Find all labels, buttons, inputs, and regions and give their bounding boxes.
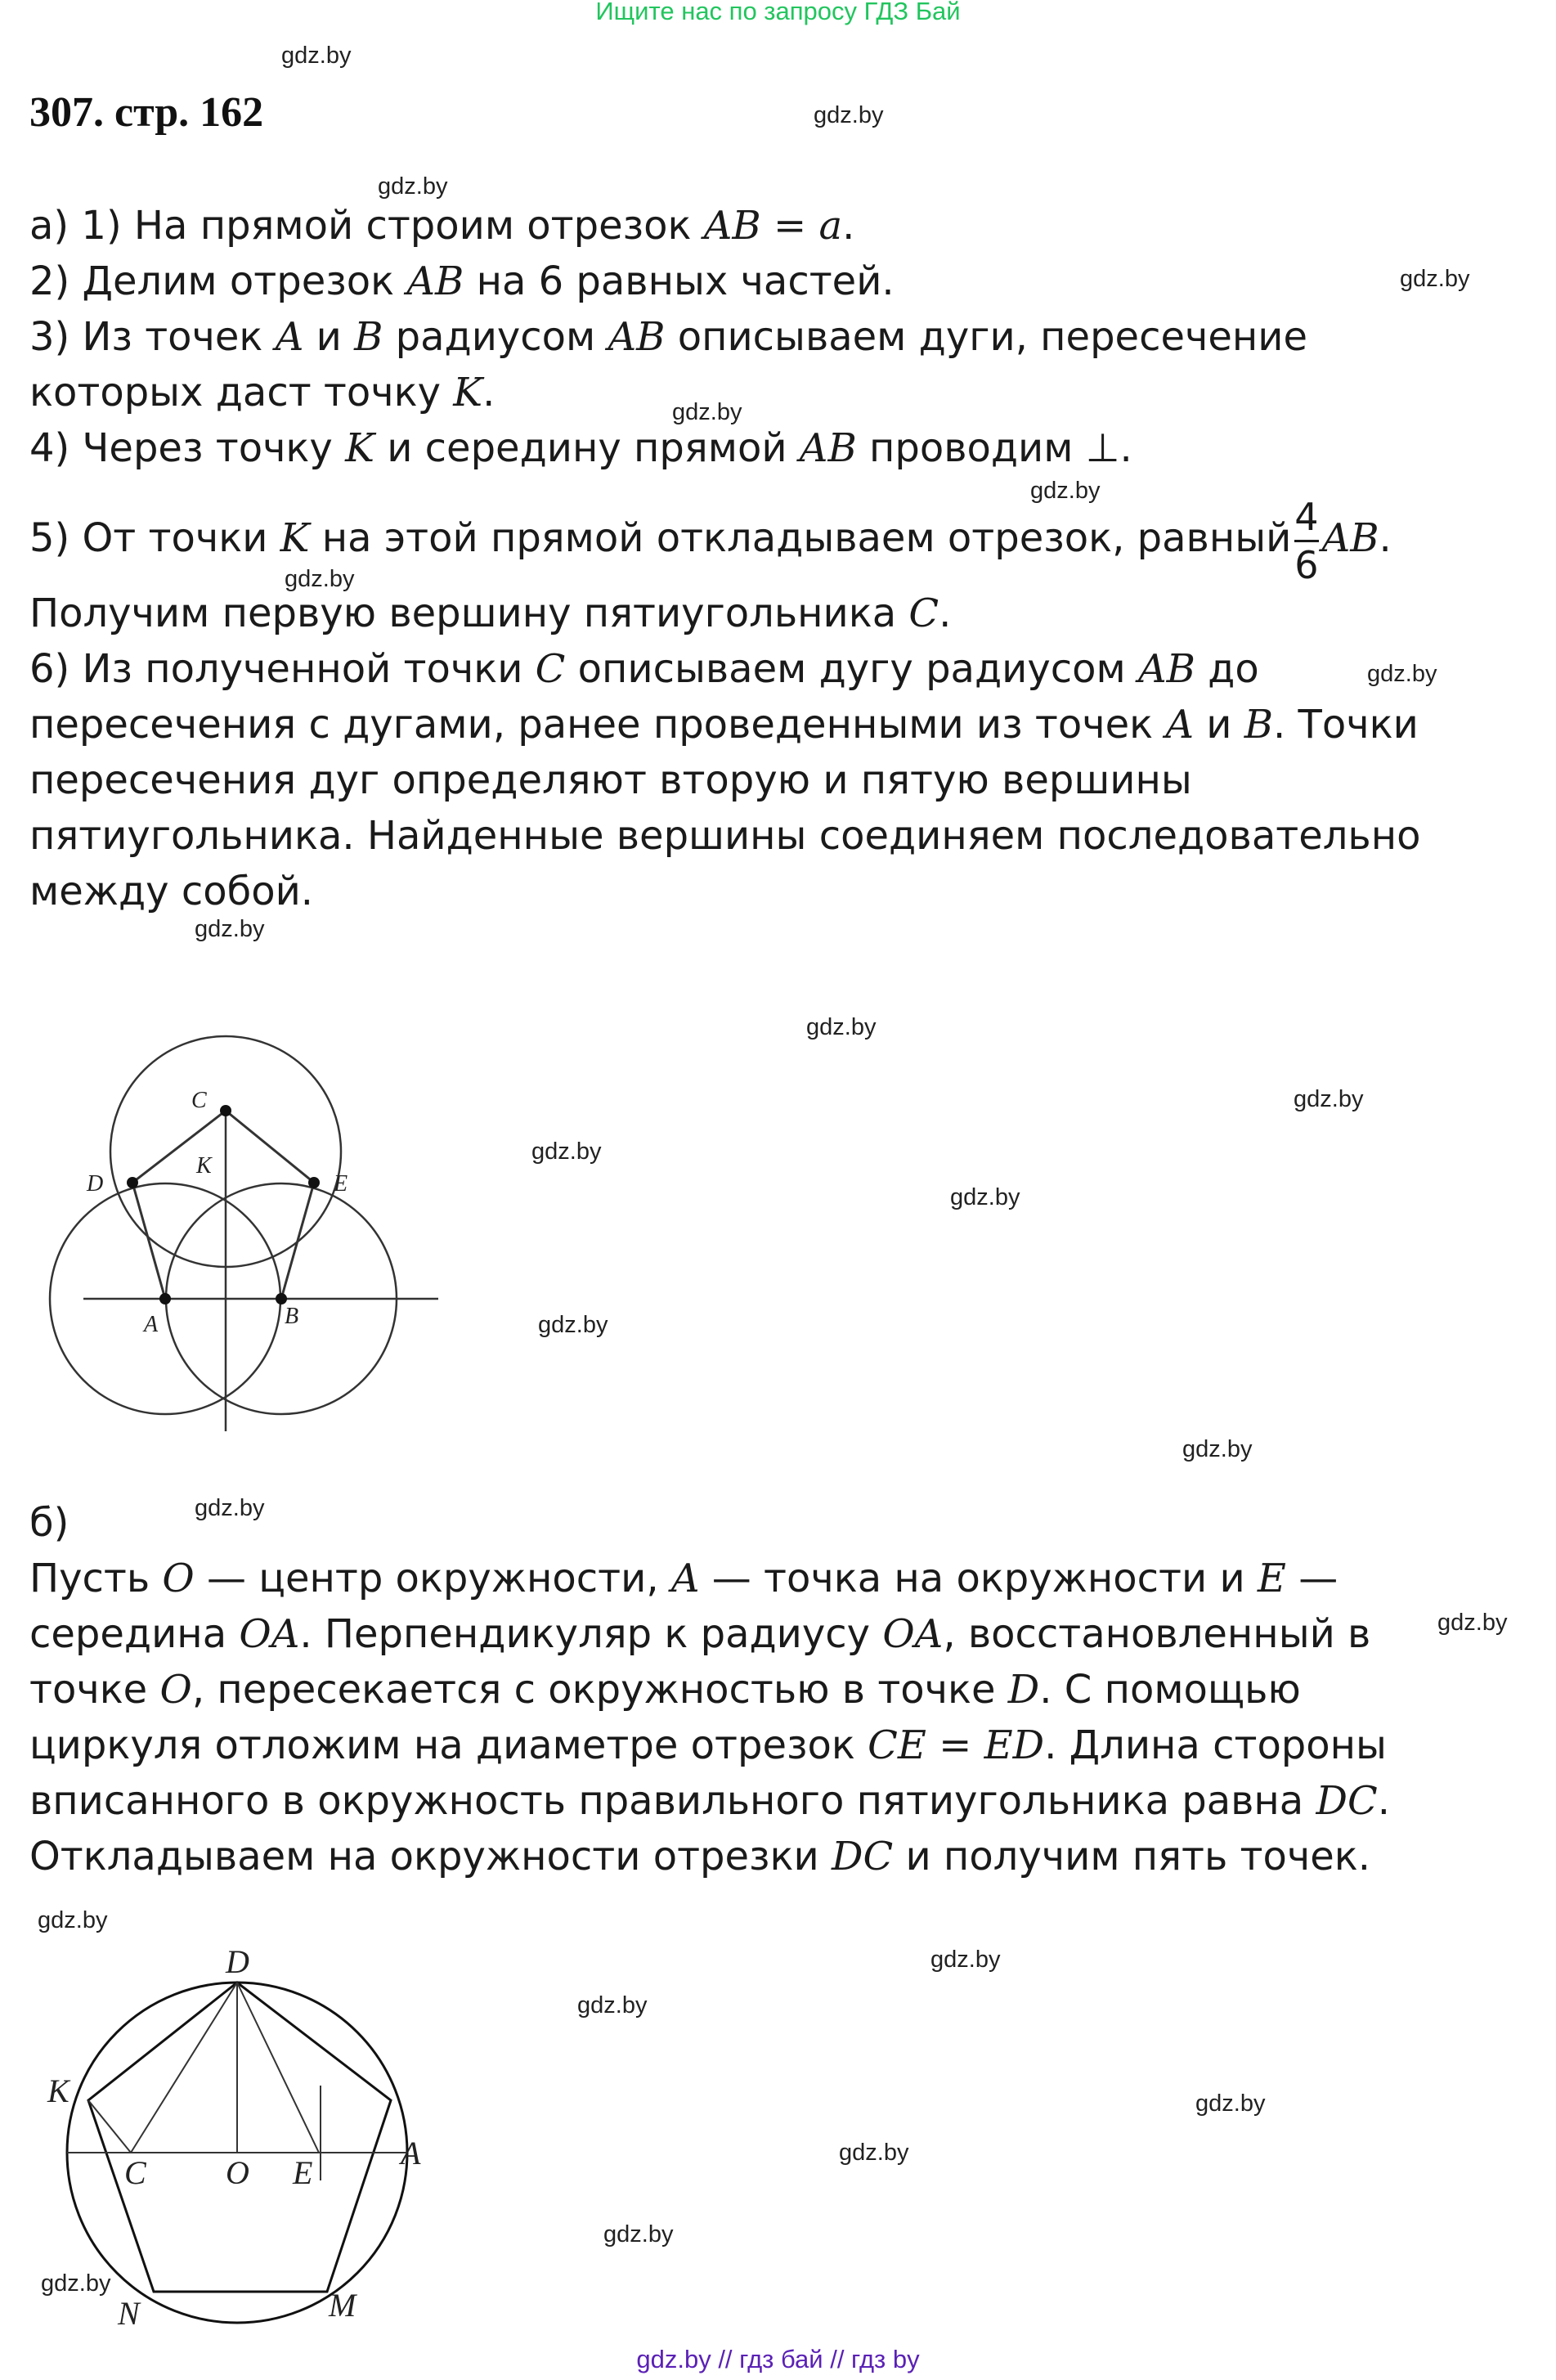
watermark: gdz.by [531, 1138, 602, 1165]
watermark: gdz.by [1030, 478, 1101, 504]
text-line: 6) Из полученной точки C описываем дугу радиусом AB до [29, 646, 1259, 692]
watermark: gdz.by [1437, 1610, 1508, 1636]
label-e: E [334, 1171, 348, 1197]
text-line: между собой. [29, 869, 314, 914]
watermark: gdz.by [378, 173, 448, 200]
label-k: K [47, 2072, 70, 2109]
watermark: gdz.by [1400, 266, 1470, 292]
watermark: gdz.by [577, 1992, 648, 2019]
label-m: M [329, 2287, 356, 2324]
label-o: O [226, 2154, 249, 2191]
watermark: gdz.by [950, 1184, 1020, 1210]
watermark: gdz.by [806, 1014, 877, 1040]
watermark: gdz.by [195, 1495, 265, 1521]
watermark: gdz.by [195, 916, 265, 942]
text-line: циркуля отложим на диаметре отрезок CE = ED. Длина стороны [29, 1722, 1387, 1768]
point-e [308, 1177, 320, 1188]
exercise-title: 307. стр. 162 [29, 89, 264, 136]
text-line: а) 1) На прямой строим отрезок AB = a. [29, 203, 855, 249]
pentagon-construction-figure-a [33, 981, 458, 1439]
part-b-label: б) [29, 1500, 70, 1546]
segment-kc [88, 2100, 131, 2153]
pentagon-construction-figure-b [33, 1938, 458, 2347]
text-line: которых даст точку K. [29, 370, 495, 415]
point-c [220, 1105, 231, 1116]
label-e: E [293, 2154, 313, 2191]
segment-de [237, 1983, 319, 2153]
watermark: gdz.by [1195, 2090, 1266, 2117]
watermark: gdz.by [1367, 661, 1437, 687]
search-banner: Ищите нас по запросу ГДЗ Бай [595, 0, 961, 25]
text-line: середина OA. Перпендикуляр к радиусу OA, восстановленный в [29, 1611, 1371, 1657]
fraction: $\frac{4}{6}$ [1294, 494, 1319, 587]
pentagon-outline [132, 1111, 314, 1299]
watermark: gdz.by [930, 1947, 1001, 1973]
point-d [127, 1177, 138, 1188]
text-line: 2) Делим отрезок AB на 6 равных частей. [29, 258, 895, 304]
text-line: пересечения дуг определяют вторую и пятую вершины [29, 757, 1192, 803]
point-a [159, 1293, 171, 1305]
label-k: K [196, 1153, 212, 1179]
watermark: gdz.by [1182, 1436, 1253, 1462]
label-b: B [285, 1304, 299, 1329]
label-a: A [144, 1312, 159, 1337]
text-line: вписанного в окружность правильного пятиугольника равна DC. [29, 1778, 1390, 1824]
watermark: gdz.by [38, 1907, 108, 1933]
watermark: gdz.by [1294, 1086, 1364, 1112]
watermark: gdz.by [281, 43, 352, 69]
watermark: gdz.by [285, 566, 355, 592]
text-line: Пусть O — центр окружности, A — точка на окружности и E — [29, 1556, 1339, 1601]
text-line: пятиугольника. Найденные вершины соединяем последовательно [29, 813, 1421, 859]
label-d: D [226, 1943, 249, 1980]
text-line: пересечения с дугами, ранее проведенными из точек A и B. Точки [29, 702, 1419, 748]
watermark: gdz.by [538, 1312, 608, 1338]
label-c: C [124, 2154, 146, 2191]
text-line: точке O, пересекается с окружностью в точке D. С помощью [29, 1667, 1301, 1713]
label-n: N [118, 2295, 140, 2332]
watermark: gdz.by [839, 2140, 909, 2166]
label-a: A [401, 2135, 421, 2171]
text-line: 3) Из точек A и B радиусом AB описываем дуги, пересечение [29, 314, 1308, 360]
text-line: Откладываем на окружности отрезки DC и получим пять точек. [29, 1834, 1371, 1879]
watermark: gdz.by [672, 399, 742, 425]
footer-links: gdz.by // гдз бай // гдз by [636, 2345, 920, 2373]
text-line: Получим первую вершину пятиугольника C. [29, 591, 952, 636]
watermark: gdz.by [814, 102, 884, 128]
label-d: D [87, 1171, 104, 1197]
pentagon [88, 1983, 391, 2292]
text-line: 5) От точки K на этой прямой откладываем отрезок, равный $\frac{4}{6}$ AB. [29, 494, 1392, 587]
point-b [276, 1293, 287, 1305]
watermark: gdz.by [41, 2270, 111, 2297]
text-line: 4) Через точку K и середину прямой AB проводим ⊥. [29, 425, 1132, 471]
label-c: C [191, 1088, 207, 1113]
watermark: gdz.by [603, 2221, 674, 2248]
